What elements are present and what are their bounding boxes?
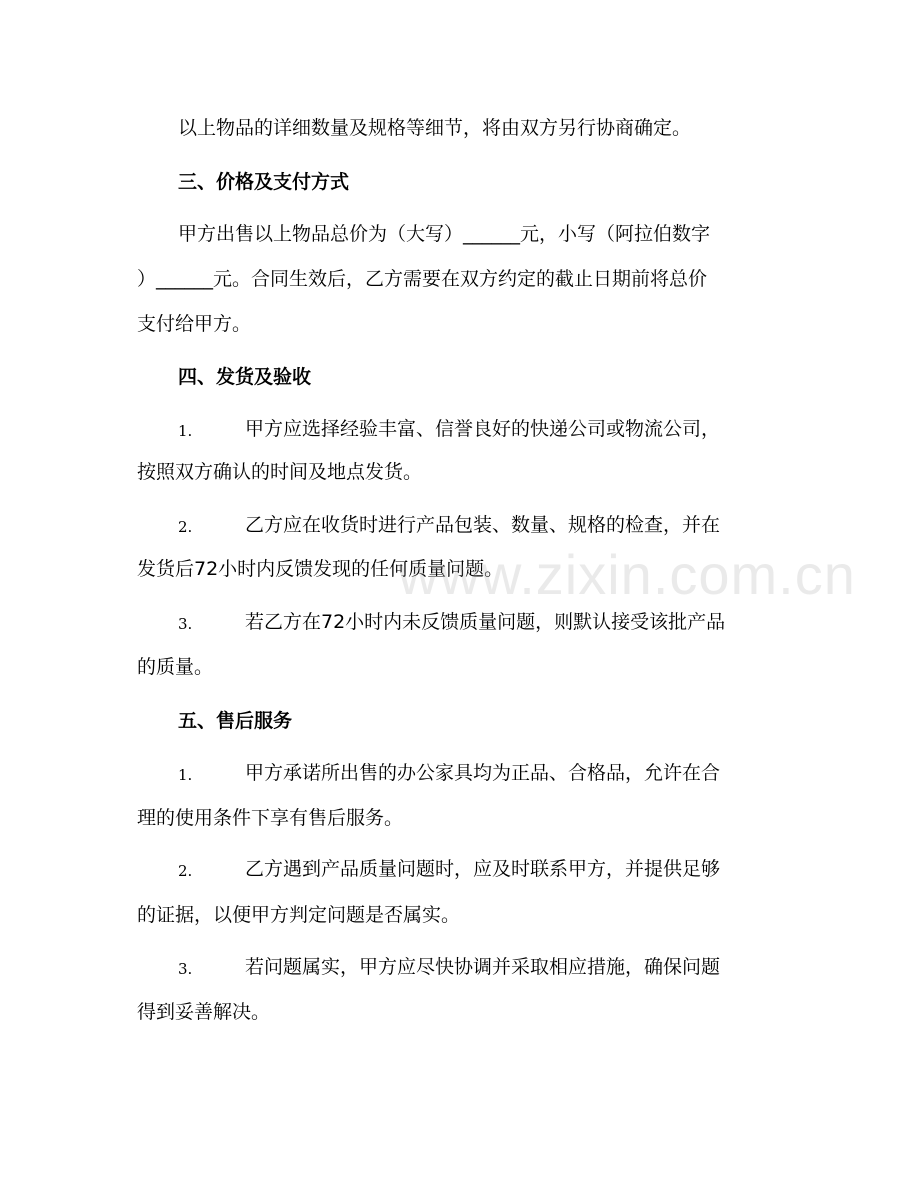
- item-text-rest: 按照双方确认的时间及地点发货。: [137, 461, 423, 483]
- item-text-rest: 的质量。: [137, 656, 214, 678]
- item-number: 2.: [178, 518, 193, 536]
- section4-heading: 四、发货及验收: [178, 366, 312, 388]
- item-text-rest: 理的使用条件下享有售后服务。: [137, 807, 404, 829]
- item-text-first: 乙方遇到产品质量问题时，应及时联系甲方，并提供足够: [245, 858, 721, 880]
- item-number: 2.: [178, 862, 193, 880]
- section3-line-2: ）______元。合同生效后，乙方需要在双方约定的截止日期前将总价: [137, 268, 708, 290]
- section3-line-3: 支付给甲方。: [137, 313, 252, 335]
- item-text-first: 甲方应选择经验丰富、信誉良好的快递公司或物流公司，: [245, 418, 721, 440]
- item-text-first: 甲方承诺所出售的办公家具均为正品、合格品，允许在合: [245, 762, 721, 784]
- watermark: www.zixin.com.cn: [398, 543, 856, 606]
- item-number: 1.: [178, 766, 193, 784]
- item-text-first: 若问题属实，甲方应尽快协调并采取相应措施，确保问题: [245, 956, 721, 978]
- item-text-first: 若乙方在72小时内未反馈质量问题，则默认接受该批产品: [245, 611, 726, 633]
- item-number: 3.: [178, 615, 193, 633]
- item-text-first: 乙方应在收货时进行产品包装、数量、规格的检查，并在: [245, 514, 721, 536]
- item-number: 1.: [178, 422, 193, 440]
- section3-heading: 三、价格及支付方式: [178, 171, 350, 193]
- item-text-rest: 的证据，以便甲方判定问题是否属实。: [137, 904, 461, 926]
- item-text-rest: 发货后72小时内反馈发现的任何质量问题。: [137, 558, 504, 580]
- intro-line: 以上物品的详细数量及规格等细节，将由双方另行协商确定。: [178, 117, 692, 139]
- item-number: 3.: [178, 960, 193, 978]
- section5-heading: 五、售后服务: [178, 710, 293, 732]
- section3-line-1: 甲方出售以上物品总价为（大写）______元，小写（阿拉伯数字: [178, 223, 711, 245]
- item-text-rest: 得到妥善解决。: [137, 1001, 271, 1023]
